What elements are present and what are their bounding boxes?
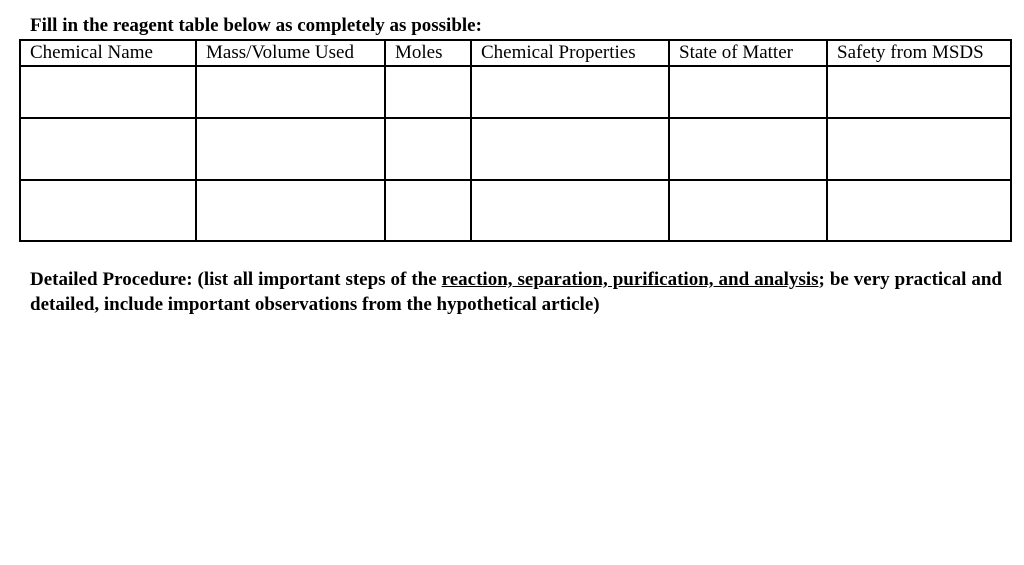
table-cell[interactable] xyxy=(20,118,196,180)
table-cell[interactable] xyxy=(471,180,669,241)
header-chemical-properties: Chemical Properties xyxy=(471,40,669,66)
header-chemical-name: Chemical Name xyxy=(20,40,196,66)
table-cell[interactable] xyxy=(471,66,669,118)
table-cell[interactable] xyxy=(669,180,827,241)
table-row xyxy=(20,180,1011,241)
procedure-underlined-text: reaction, separation, purification, and analysis xyxy=(441,269,819,290)
header-mass-volume-used: Mass/Volume Used xyxy=(196,40,385,66)
table-row xyxy=(20,66,1011,118)
table-cell[interactable] xyxy=(669,118,827,180)
instruction-heading: Fill in the reagent table below as completely as possible: xyxy=(30,15,482,36)
table-cell[interactable] xyxy=(196,118,385,180)
header-safety-from-msds: Safety from MSDS xyxy=(827,40,1011,66)
table-cell[interactable] xyxy=(196,180,385,241)
table-cell[interactable] xyxy=(385,180,471,241)
table-cell[interactable] xyxy=(827,180,1011,241)
table-cell[interactable] xyxy=(827,66,1011,118)
table-cell[interactable] xyxy=(385,66,471,118)
table-header-row xyxy=(20,40,1011,66)
reagent-table xyxy=(19,39,1012,242)
procedure-tail-text: ; be very practical and detailed, include important observations from the hypothetical article) xyxy=(30,269,1003,315)
table-cell[interactable] xyxy=(669,66,827,118)
table-cell[interactable] xyxy=(827,118,1011,180)
procedure-instructions xyxy=(30,267,1002,317)
header-state-of-matter: State of Matter xyxy=(669,40,827,66)
header-moles: Moles xyxy=(385,40,471,66)
table-cell[interactable] xyxy=(385,118,471,180)
table-cell[interactable] xyxy=(471,118,669,180)
table-cell[interactable] xyxy=(196,66,385,118)
table-cell[interactable] xyxy=(20,66,196,118)
procedure-lead-text: Detailed Procedure: (list all important steps of the xyxy=(30,269,442,290)
table-cell[interactable] xyxy=(20,180,196,241)
table-row xyxy=(20,118,1011,180)
